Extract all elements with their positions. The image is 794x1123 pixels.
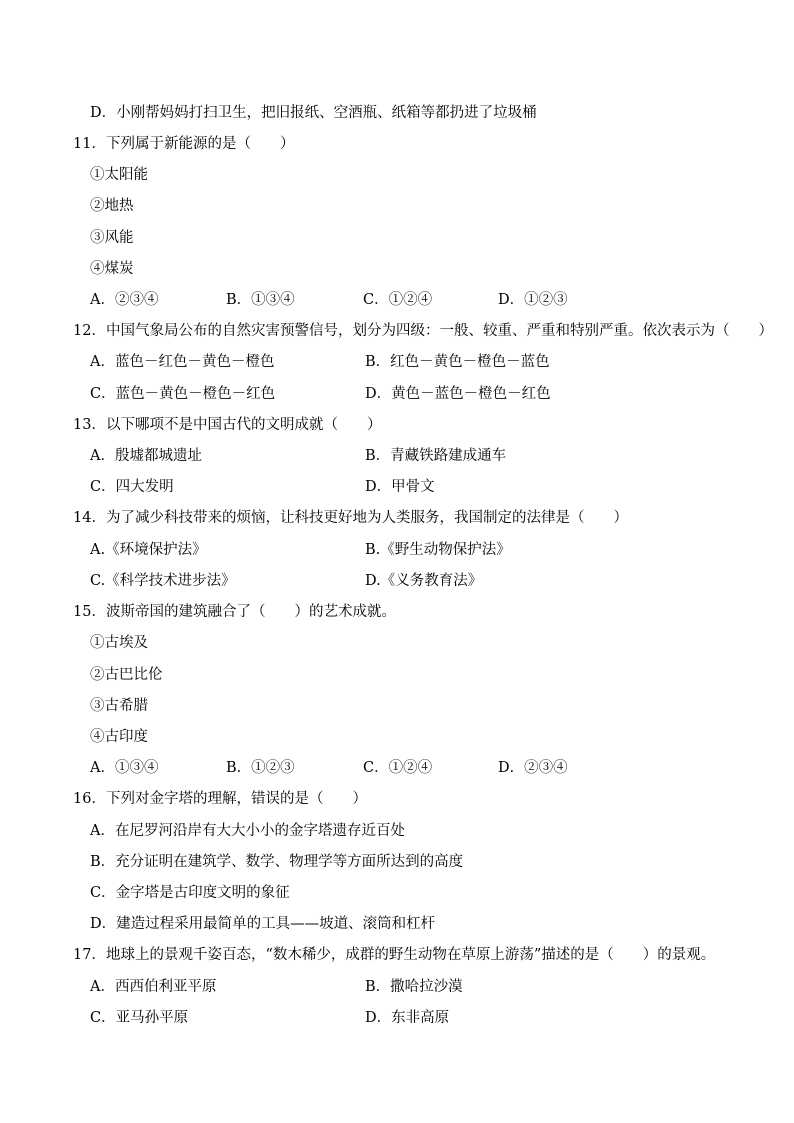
- q15-option-d: D．②③④: [498, 760, 568, 776]
- q16-option-c: C．金字塔是古印度文明的象征: [90, 885, 290, 901]
- q13-option-a: A．殷墟都城遗址: [90, 448, 202, 464]
- q12-option-c: C．蓝色－黄色－橙色－红色: [90, 386, 276, 402]
- q15-item-3: ③古希腊: [90, 698, 148, 714]
- q15-item-4: ④古印度: [90, 729, 148, 745]
- q13-option-b: B．青藏铁路建成通车: [365, 448, 507, 464]
- q11-item-1: ①太阳能: [90, 167, 148, 183]
- q17-option-b: B．撒哈拉沙漠: [365, 979, 463, 995]
- q13-stem: 13．以下哪项不是中国古代的文明成就（ ）: [73, 417, 382, 433]
- q11-stem: 11．下列属于新能源的是（ ）: [73, 136, 295, 152]
- q11-option-a: A．②③④: [90, 292, 159, 308]
- q15-stem: 15．波斯帝国的建筑融合了（ ）的艺术成就。: [73, 604, 396, 620]
- q11-option-c: C．①②④: [363, 292, 433, 308]
- q11-item-2: ②地热: [90, 198, 134, 214]
- q11-item-4: ④煤炭: [90, 261, 134, 277]
- q15-option-c: C．①②④: [363, 760, 433, 776]
- q17-option-a: A．西西伯利亚平原: [90, 979, 217, 995]
- q16-option-a: A．在尼罗河沿岸有大大小小的金字塔遗存近百处: [90, 823, 405, 839]
- q13-option-c: C．四大发明: [90, 479, 174, 495]
- q12-stem: 12．中国气象局公布的自然灾害预警信号，划分为四级：一般、较重、严重和特别严重。依次表示为（ ）: [73, 323, 773, 339]
- q14-option-b: B.《野生动物保护法》: [365, 542, 511, 558]
- q15-item-1: ①古埃及: [90, 635, 148, 651]
- q14-option-d: D.《义务教育法》: [365, 573, 483, 589]
- q15-item-2: ②古巴比伦: [90, 667, 163, 683]
- q13-option-d: D．甲骨文: [365, 479, 435, 495]
- q12-option-a: A．蓝色－红色－黄色－橙色: [90, 354, 275, 370]
- q16-option-b: B．充分证明在建筑学、数学、物理学等方面所达到的高度: [90, 854, 464, 870]
- q17-stem: 17．地球上的景观千姿百态，“数木稀少，成群的野生动物在草原上游荡”描述的是（ ）的景观。: [73, 947, 716, 963]
- q16-option-d: D．建造过程采用最简单的工具——坡道、滚筒和杠杆: [90, 916, 436, 932]
- q15-option-b: B．①②③: [226, 760, 295, 776]
- q14-stem: 14．为了减少科技带来的烦恼，让科技更好地为人类服务，我国制定的法律是（ ）: [73, 510, 628, 526]
- q11-option-d: D．①②③: [498, 292, 568, 308]
- q14-option-a: A.《环境保护法》: [90, 542, 207, 558]
- q17-option-d: D．东非高原: [365, 1010, 450, 1026]
- q16-stem: 16．下列对金字塔的理解，错误的是（ ）: [73, 791, 367, 807]
- q11-option-b: B．①③④: [226, 292, 295, 308]
- q17-option-c: C．亚马孙平原: [90, 1010, 189, 1026]
- q15-option-a: A．①③④: [90, 760, 159, 776]
- q12-option-b: B．红色－黄色－橙色－蓝色: [365, 354, 550, 370]
- q11-item-3: ③风能: [90, 230, 134, 246]
- q12-option-d: D．黄色－蓝色－橙色－红色: [365, 386, 551, 402]
- q14-option-c: C.《科学技术进步法》: [90, 573, 236, 589]
- q10-option-d: D．小刚帮妈妈打扫卫生，把旧报纸、空酒瓶、纸箱等都扔进了垃圾桶: [90, 105, 537, 121]
